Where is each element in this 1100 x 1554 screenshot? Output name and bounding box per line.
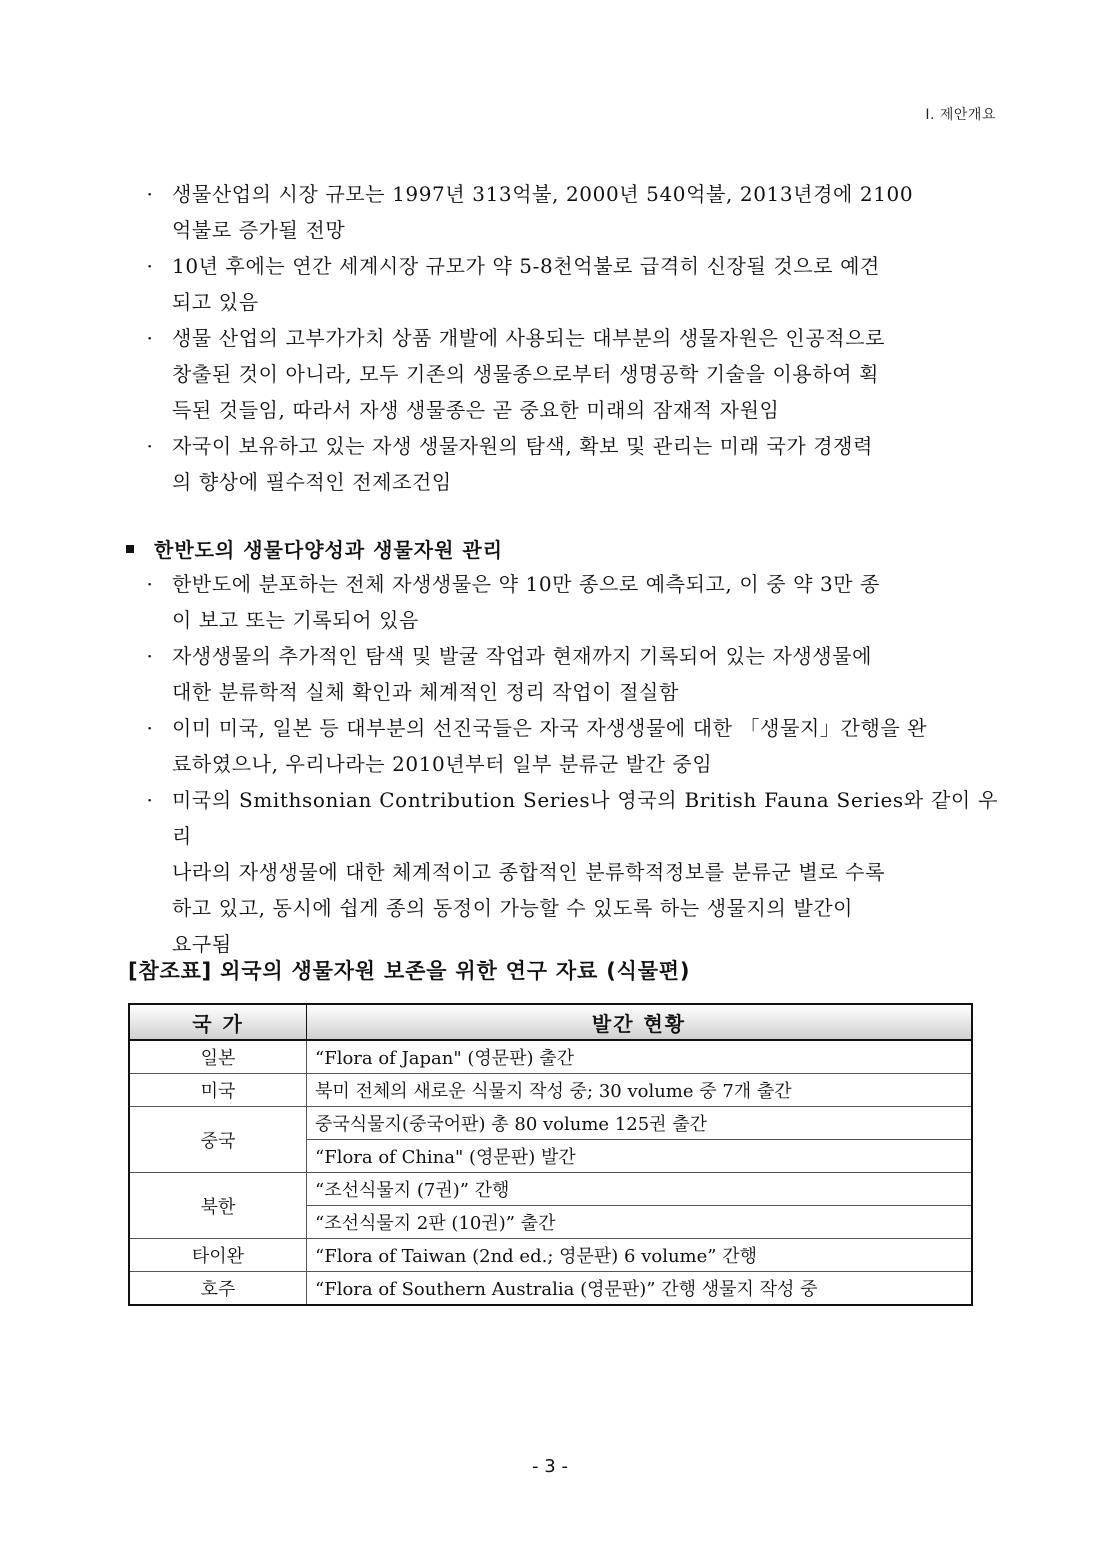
bullet-line: 자생생물의 추가적인 탐색 및 발굴 작업과 현재까지 기록되어 있는 자생생물에 bbox=[172, 644, 873, 668]
table-title: [참조표] 외국의 생물자원 보존을 위한 연구 자료 (식물편) bbox=[128, 959, 691, 983]
bullet-item bbox=[140, 782, 998, 962]
publication-cell: 중국식물지(중국어판) 총 80 volume 125권 출간 bbox=[307, 1107, 973, 1140]
bullet-item bbox=[140, 248, 998, 320]
bullet-marker: · bbox=[146, 644, 154, 668]
page-number: - 3 - bbox=[532, 1456, 568, 1477]
bullet-line: 창출된 것이 아니라, 모두 기존의 생물종으로부터 생명공학 기술을 이용하여 획 bbox=[172, 362, 880, 386]
bullet-item bbox=[140, 176, 998, 248]
bullet-item bbox=[140, 428, 998, 500]
publication-cell: “조선식물지 (7권)” 간행 bbox=[307, 1173, 973, 1206]
square-bullet-icon bbox=[126, 545, 134, 553]
bullet-line: 료하였으나, 우리나라는 2010년부터 일부 분류군 발간 중임 bbox=[172, 752, 713, 776]
header-publication-status: 발간 현황 bbox=[307, 1004, 973, 1040]
bullet-line: 10년 후에는 연간 세계시장 규모가 약 5-8천억불로 급격히 신장될 것으로 예견 bbox=[172, 254, 880, 278]
country-cell: 타이완 bbox=[129, 1239, 307, 1272]
country-cell: 일본 bbox=[129, 1040, 307, 1074]
bullet-line: 억불로 증가될 전망 bbox=[172, 218, 346, 242]
bullet-marker: · bbox=[146, 716, 154, 740]
table-row bbox=[129, 1272, 972, 1306]
reference-table bbox=[128, 1003, 973, 1306]
table-row bbox=[129, 1040, 972, 1074]
section-heading bbox=[126, 534, 503, 563]
table-header-row bbox=[129, 1004, 972, 1040]
header-country: 국 가 bbox=[129, 1004, 307, 1040]
bullet-line: 되고 있음 bbox=[172, 290, 259, 314]
bullet-line: 이미 미국, 일본 등 대부분의 선진국들은 자국 자생생물에 대한 「생물지」간행을 완 bbox=[172, 716, 928, 740]
country-cell: 중국 bbox=[129, 1107, 307, 1173]
bullet-marker: · bbox=[146, 254, 154, 278]
section-header: I. 제안개요 bbox=[925, 107, 996, 123]
bullet-item bbox=[140, 638, 998, 710]
bullet-line: 자국이 보유하고 있는 자생 생물자원의 탐색, 확보 및 관리는 미래 국가 경쟁력 bbox=[172, 434, 874, 458]
bullet-line: 한반도에 분포하는 전체 자생생물은 약 10만 종으로 예측되고, 이 중 약 3만 종 bbox=[172, 572, 881, 596]
bullet-line: 의 향상에 필수적인 전제조건임 bbox=[172, 470, 452, 494]
section-heading-text: 한반도의 생물다양성과 생물자원 관리 bbox=[154, 538, 504, 562]
table-row bbox=[129, 1173, 972, 1206]
bullet-line: 하고 있고, 동시에 쉽게 종의 동정이 가능할 수 있도록 하는 생물지의 발간이 bbox=[172, 896, 854, 920]
bullet-item bbox=[140, 710, 998, 782]
bullet-marker: · bbox=[146, 434, 154, 458]
bullet-marker: · bbox=[146, 182, 154, 206]
publication-cell: “조선식물지 2판 (10권)” 출간 bbox=[307, 1206, 973, 1239]
bullet-line: 나라의 자생생물에 대한 체계적이고 종합적인 분류학적정보를 분류군 별로 수록 bbox=[172, 860, 886, 884]
table-row bbox=[129, 1074, 972, 1107]
country-cell: 미국 bbox=[129, 1074, 307, 1107]
table-row bbox=[129, 1107, 972, 1140]
bullet-item bbox=[140, 566, 998, 638]
table-row bbox=[129, 1239, 972, 1272]
bullet-line: 대한 분류학적 실체 확인과 체계적인 정리 작업이 절실함 bbox=[172, 680, 679, 704]
country-cell: 호주 bbox=[129, 1272, 307, 1306]
bullet-line: 생물 산업의 고부가가치 상품 개발에 사용되는 대부분의 생물자원은 인공적으로 bbox=[172, 326, 886, 350]
bullet-line: 미국의 Smithsonian Contribution Series나 영국의 British Fauna Series와 같이 우리 bbox=[172, 788, 998, 848]
country-cell: 북한 bbox=[129, 1173, 307, 1239]
bullet-marker: · bbox=[146, 326, 154, 350]
publication-cell: “Flora of China" (영문판) 발간 bbox=[307, 1140, 973, 1173]
bullet-line: 이 보고 또는 기록되어 있음 bbox=[172, 608, 419, 632]
publication-cell: “Flora of Southern Australia (영문판)” 간행 생물지 작성 중 bbox=[307, 1272, 973, 1306]
publication-cell: “Flora of Japan" (영문판) 출간 bbox=[307, 1040, 973, 1074]
bullet-line: 득된 것들임, 따라서 자생 생물종은 곧 중요한 미래의 잠재적 자원임 bbox=[172, 398, 780, 422]
bullet-marker: · bbox=[146, 572, 154, 596]
market-bullet-list bbox=[140, 176, 998, 500]
bullet-line: 요구됨 bbox=[172, 932, 232, 956]
publication-cell: “Flora of Taiwan (2nd ed.; 영문판) 6 volume” 간행 bbox=[307, 1239, 973, 1272]
publication-cell: 북미 전체의 새로운 식물지 작성 중; 30 volume 중 7개 출간 bbox=[307, 1074, 973, 1107]
biodiversity-bullet-list bbox=[140, 566, 998, 962]
bullet-item bbox=[140, 320, 998, 428]
bullet-marker: · bbox=[146, 788, 154, 812]
bullet-line: 생물산업의 시장 규모는 1997년 313억불, 2000년 540억불, 2013년경에 2100 bbox=[172, 182, 914, 206]
